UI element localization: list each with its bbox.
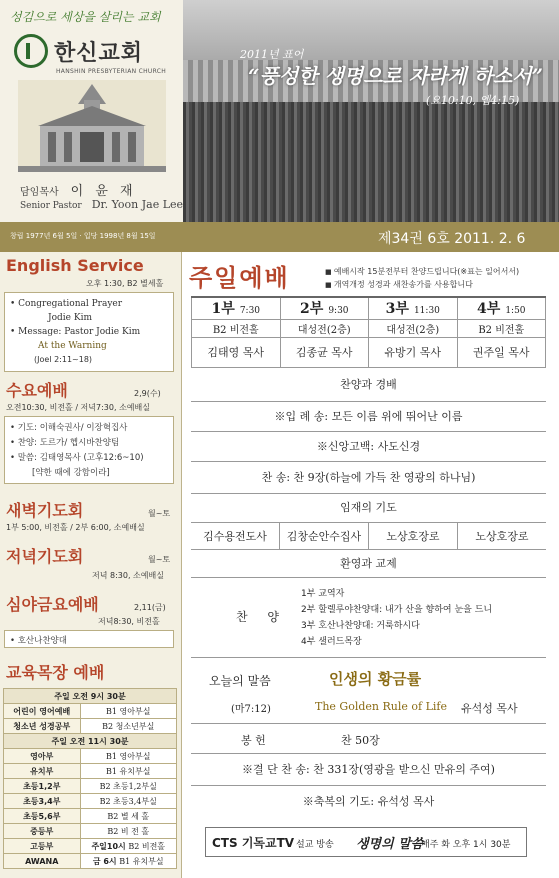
list-item: [약한 때에 강함이라] <box>32 468 110 478</box>
cts-schedule: 매주 화 오후 1시 30분 <box>421 840 511 850</box>
friday-service-title: 심야금요예배 <box>6 595 99 614</box>
order-closing-hymn: ※결 단 찬 송: 찬 331장(영광을 받으신 만유의 주여) <box>191 754 546 786</box>
cts-logo: CTS 기독교TV <box>212 836 295 850</box>
list-item: • 말씀: 김태영목사 (고후12:6~10) <box>10 453 144 463</box>
table-cell: B2 청소년부실 <box>80 719 177 734</box>
congregation-photo <box>183 0 559 222</box>
list-item: • 찬양: 도르가/ 헵시바찬양팀 <box>10 438 120 448</box>
table-cell: 금 6시 B1 유치부실 <box>80 854 177 869</box>
cts-program: 생명의 말씀 <box>356 837 424 852</box>
table-cell: B2 초등1,2부실 <box>80 779 177 794</box>
sermon-speaker: 유석성 목사 <box>461 702 518 715</box>
table-row <box>4 824 177 839</box>
offering-label: 봉 헌 <box>241 734 266 747</box>
table-row <box>4 689 177 704</box>
order-benediction: ※축복의 기도: 유석성 목사 <box>302 795 435 808</box>
order-call-to-worship: ※입 례 송: 모든 이름 위에 뛰어난 이름 <box>191 402 546 432</box>
table-row <box>4 794 177 809</box>
table-cell: 대성전(2층) <box>369 319 458 337</box>
table-cell: 청소년 성경공부 <box>4 719 81 734</box>
table-cell: 권주일 목사 <box>457 337 546 367</box>
church-building-icon <box>18 80 166 172</box>
wednesday-service-title: 수요예배 <box>6 381 68 400</box>
table-cell: B2 초등3,4부실 <box>80 794 177 809</box>
order-prayer-title: 임재의 기도 <box>340 501 397 514</box>
table-cell: 영아부 <box>4 749 81 764</box>
list-item: • 기도: 이해숙권사/ 이장혁집사 <box>10 423 128 433</box>
order-creed: ※신앙고백: 사도신경 <box>191 432 546 462</box>
friday-box <box>4 630 174 648</box>
table-cell: 초등1,2부 <box>4 779 81 794</box>
education-schedule-table <box>3 688 177 869</box>
table-cell: 유치부 <box>4 764 81 779</box>
notice-1: ■ 예배시작 15분전부터 찬양드립니다(※표는 일어서서) <box>325 266 519 277</box>
notice-2: ■ 개역개정 성경과 새찬송가를 사용합니다 <box>325 279 473 290</box>
anthem-label: 찬 양 <box>236 610 287 624</box>
list-item: 1부 교역자 <box>301 589 345 599</box>
order-hymn: 찬 송: 찬 9장(하늘에 가득 찬 영광의 하나님) <box>191 462 546 494</box>
cts-broadcast-banner <box>205 827 527 857</box>
order-anthem <box>191 578 546 658</box>
sermon-title-en: The Golden Rule of Life <box>315 700 447 713</box>
header <box>0 0 559 222</box>
table-row <box>4 854 177 869</box>
table-cell: 4부 1:50 <box>457 297 546 319</box>
order-sermon <box>191 658 546 724</box>
table-cell: 어린이 영어예배 <box>4 704 81 719</box>
table-cell: 유방기 목사 <box>369 337 458 367</box>
church-logo-icon <box>14 34 48 68</box>
table-row <box>192 337 546 367</box>
friday-date: 2,11(금) <box>134 603 166 612</box>
service-table <box>191 296 546 368</box>
issue-band <box>0 222 559 252</box>
table-cell: AWANA <box>4 854 81 869</box>
church-name: 한신교회 <box>54 40 144 66</box>
prayer-leader-4: 노상호장로 <box>475 530 529 543</box>
list-item: At the Warning <box>38 341 107 351</box>
order-offering <box>191 724 546 754</box>
church-subtitle: HANSHIN PRESBYTERIAN CHURCH <box>56 68 167 75</box>
dawn-days: 월~토 <box>148 509 171 518</box>
list-item: • Message: Pastor Jodie Kim <box>10 327 141 337</box>
issue-number: 제34권 6호 2011. 2. 6 <box>378 231 526 247</box>
wednesday-date: 2,9(수) <box>134 389 161 398</box>
table-row <box>4 764 177 779</box>
prayer-leader-2: 김창순안수집사 <box>280 523 369 549</box>
english-service-time: 오후 1:30, B2 별세홀 <box>86 279 164 288</box>
table-row <box>4 779 177 794</box>
list-item: (Joel 2:11~18) <box>34 355 93 364</box>
english-service-box <box>4 292 174 372</box>
slogan-verse: (요10:10, 엡4:15) <box>426 94 520 107</box>
table-cell: B2 별 세 홀 <box>80 809 177 824</box>
table-cell: 중등부 <box>4 824 81 839</box>
order-welcome: 환영과 교제 <box>191 550 546 578</box>
wednesday-box <box>4 416 174 484</box>
table-cell: B1 영아부실 <box>80 749 177 764</box>
english-service-title: English Service <box>6 256 144 275</box>
table-cell: B2 비전홀 <box>192 319 281 337</box>
wednesday-time: 오전10:30, 비전홀 / 저녁7:30, 소예배실 <box>6 403 150 412</box>
table-cell: 김태영 목사 <box>192 337 281 367</box>
table-cell: B1 영아부실 <box>80 704 177 719</box>
senior-pastor-en: Senior Pastor Dr. Yoon Jae Lee <box>20 198 184 211</box>
table-cell: B1 유치부실 <box>80 764 177 779</box>
evening-days: 월~토 <box>148 555 171 564</box>
table-header: 주일 오전 11시 30분 <box>4 734 177 749</box>
table-cell: 김종균 목사 <box>280 337 369 367</box>
church-motto: 성김으로 세상을 살리는 교회 <box>10 10 161 24</box>
list-item: 4부 샐러드목장 <box>301 637 362 647</box>
evening-prayer-title: 저녁기도회 <box>6 547 84 566</box>
dawn-time: 1부 5:00, 비전홀 / 2부 6:00, 소예배실 <box>6 523 145 532</box>
table-cell: B2 비 전 홀 <box>80 824 177 839</box>
table-row <box>192 319 546 337</box>
table-cell: 초등3,4부 <box>4 794 81 809</box>
table-row <box>4 734 177 749</box>
table-cell: 고등부 <box>4 839 81 854</box>
senior-pastor: 담임목사 이 윤 재 <box>20 184 137 199</box>
order-prayer-leaders <box>191 522 546 550</box>
order-praise: 찬양과 경배 <box>191 368 546 402</box>
table-row <box>4 809 177 824</box>
table-row <box>4 704 177 719</box>
anthem-list <box>301 586 492 650</box>
list-item: Jodie Kim <box>48 313 92 323</box>
church-logo <box>14 34 143 68</box>
year-theme-label: 2011년 표어 <box>240 48 304 61</box>
table-cell: 주일10시 B2 비전홀 <box>80 839 177 854</box>
founding-info: 창립 1977년 6월 5일 · 입당 1998년 8월 15일 <box>10 232 156 240</box>
list-item: 3부 호산나찬양대: 거룩하시다 <box>301 621 420 631</box>
dawn-prayer-title: 새벽기도회 <box>6 501 84 520</box>
sermon-label: 오늘의 말씀 <box>209 674 271 688</box>
list-item: • 호산나찬양대 <box>10 636 67 646</box>
table-row <box>4 839 177 854</box>
prayer-leader-3: 노상호장로 <box>369 523 458 549</box>
left-column <box>0 252 182 878</box>
table-row <box>4 719 177 734</box>
table-cell: 대성전(2층) <box>280 319 369 337</box>
table-row <box>4 749 177 764</box>
table-cell: 초등5,6부 <box>4 809 81 824</box>
table-cell: B2 비전홀 <box>457 319 546 337</box>
table-cell: 1부 7:30 <box>192 297 281 319</box>
education-title: 교육목장 예배 <box>6 663 105 682</box>
main-column <box>183 252 559 878</box>
sermon-title: 인생의 황금률 <box>329 670 422 688</box>
table-row <box>192 297 546 319</box>
prayer-leader-1: 김수용전도사 <box>191 523 280 549</box>
sunday-service-title: 주일예배 <box>189 264 290 292</box>
list-item: 2부 할렐루야찬양대: 내가 산을 향하여 눈을 드니 <box>301 605 493 615</box>
table-cell: 2부 9:30 <box>280 297 369 319</box>
table-cell: 3부 11:30 <box>369 297 458 319</box>
table-header: 주일 오전 9시 30분 <box>4 689 177 704</box>
sermon-reference: (마7:12) <box>231 704 271 715</box>
list-item: • Congregational Prayer <box>10 299 123 309</box>
cts-label: 설교 방송 <box>296 840 334 850</box>
logo-panel <box>0 0 183 222</box>
offering-hymn: 찬 50장 <box>341 734 380 747</box>
friday-time: 저녁8:30, 비전홀 <box>98 617 160 626</box>
evening-time: 저녁 8:30, 소예배실 <box>92 571 164 580</box>
year-slogan: “풍성한 생명으로 자라게 하소서” <box>248 64 544 88</box>
